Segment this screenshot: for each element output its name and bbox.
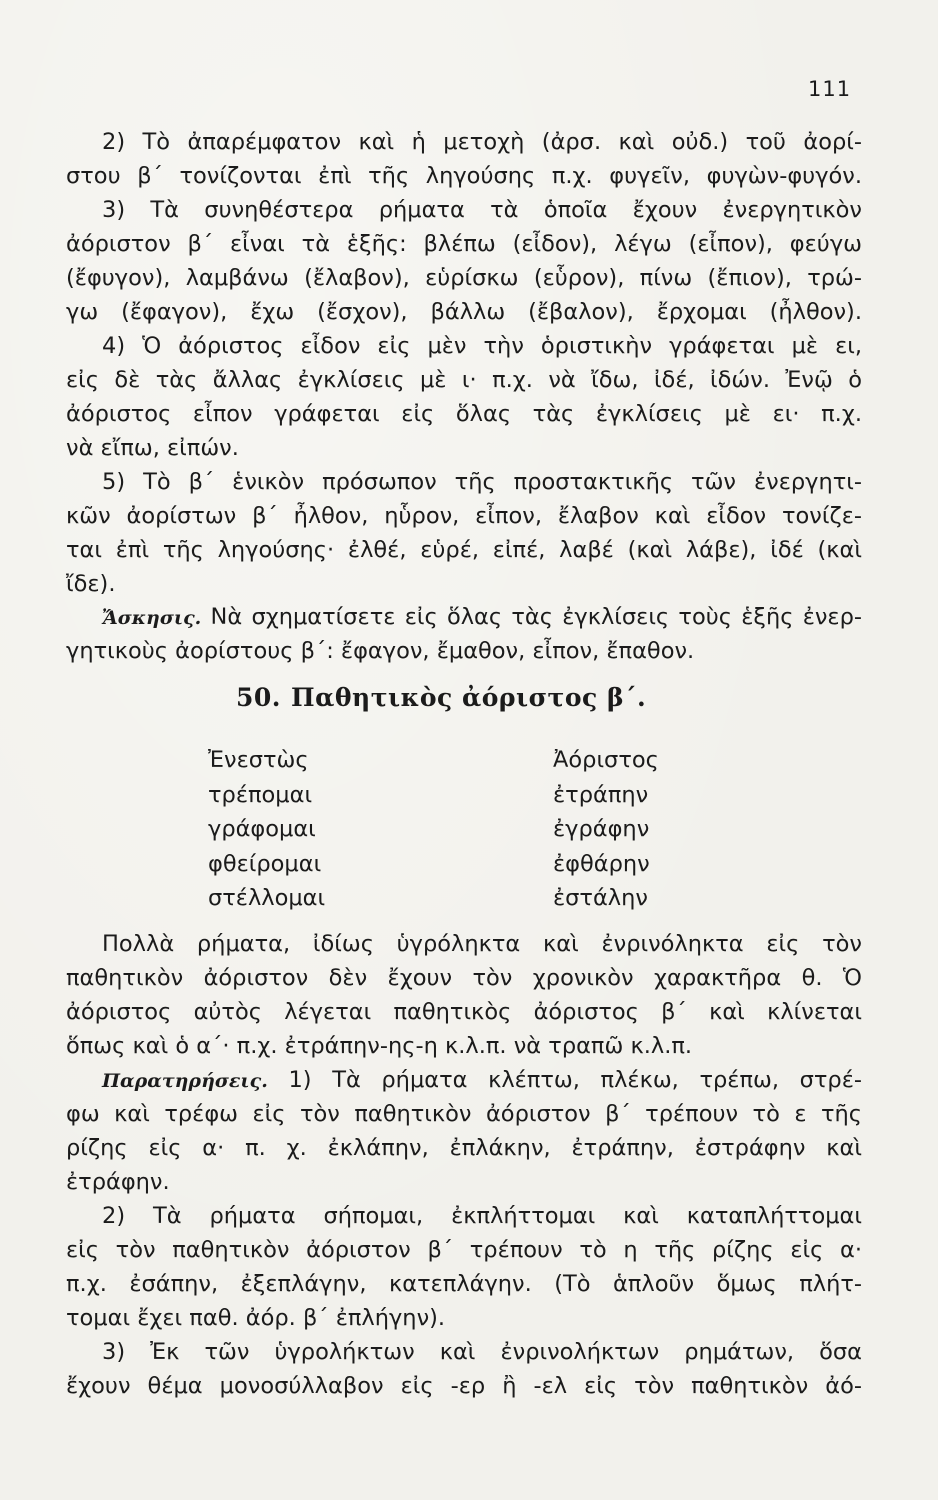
exercise-text: Νὰ σχηματίσετε εἰς ὅλας τὰς ἐγκλίσεις τοὺς ἑξῆς ἐνερ- [210,604,862,630]
text-line: ἐτράφην. [66,1169,170,1195]
text-line: στου β΄ τονίζονται ἐπὶ τῆς ληγούσης π.χ. φυγεῖν, φυγὼν-φυγόν. [66,163,862,189]
table-cell: στέλλομαι [208,885,326,912]
aorist-header: Ἀόριστος [553,747,659,773]
text-line: ἀόριστος αὐτὸς λέγεται παθητικὸς ἀόριστος β΄ καὶ κλίνεται [66,999,862,1025]
text-line: φω καὶ τρέφω εἰς τὸν παθητικὸν ἀόριστον β΄ τρέπουν τὸ ε τῆς [66,1101,862,1127]
table-cell: ἐστάλην [553,885,648,912]
text-line: νὰ εἴπω, εἰπών. [66,435,239,461]
section-number: 50. [236,683,281,712]
section-title: Παθητικὸς ἀόριστος β΄. [291,683,647,712]
text-line: ται ἐπὶ τῆς ληγούσης· ἐλθέ, εὑρέ, εἰπέ, λαβέ (καὶ λάβε), ἰδέ (καὶ [66,537,862,563]
table-cell: γράφομαι [208,816,316,843]
remarks-line-1 [66,1063,862,1097]
text-line: 4) Ὁ ἀόριστος εἶδον εἰς μὲν τὴν ὁριστικὴν γράφεται μὲ ει, [102,333,862,359]
text-line: Πολλὰ ρήματα, ἰδίως ὑγρόληκτα καὶ ἐνρινόληκτα εἰς τὸν [102,931,862,957]
text-line: τομαι ἔχει παθ. ἀόρ. β΄ ἐπλήγην). [66,1305,446,1331]
text-line: ἔχουν θέμα μονοσύλλαβον εἰς -ερ ἢ -ελ εἰς τὸν παθητικὸν ἀό- [66,1373,862,1399]
page-number: 111 [808,77,852,101]
text-line: ὅπως καὶ ὁ α΄· π.χ. ἐτράπην-ης-η κ.λ.π. νὰ τραπῶ κ.λ.π. [66,1033,693,1059]
table-cell: ἐτράπην [553,781,649,808]
text-line: ρίζης εἰς α· π. χ. ἐκλάπην, ἐπλάκην, ἐτράπην, ἐστράφην καὶ [66,1135,862,1161]
text-line: κῶν ἀορίστων β΄ ἦλθον, ηὗρον, εἶπον, ἔλαβον καὶ εἶδον τονίζε- [66,503,862,529]
remarks-label: Παρατηρήσεις. [102,1070,268,1092]
aorist-column [553,743,793,916]
text-line: 3) Τὰ συνηθέστερα ρήματα τὰ ὁποῖα ἔχουν ἐνεργητικὸν [102,197,862,223]
text-line: γω (ἔφαγον), ἔχω (ἔσχον), βάλλω (ἔβαλον), ἔρχομαι (ἦλθον). [66,299,862,325]
text-line: ἀόριστον β΄ εἶναι τὰ ἑξῆς: βλέπω (εἶδον), λέγω (εἶπον), φεύγω [66,231,862,257]
text-line: 2) Τὰ ρήματα σήπομαι, ἐκπλήττομαι καὶ καταπλήττομαι [102,1203,862,1229]
table-cell: τρέπομαι [208,781,313,808]
text-line: 2) Τὸ ἀπαρέμφατον καὶ ἡ μετοχὴ (ἀρσ. καὶ οὐδ.) τοῦ ἀορί- [102,129,862,155]
text-line: παθητικὸν ἀόριστον δὲν ἔχουν τὸν χρονικὸν χαρακτῆρα θ. Ὁ [66,965,862,991]
text-line: εἰς τὸν παθητικὸν ἀόριστον β΄ τρέπουν τὸ η τῆς ρίζης εἰς α· [66,1237,862,1263]
text-line: εἰς δὲ τὰς ἄλλας ἐγκλίσεις μὲ ι· π.χ. νὰ ἴδω, ἰδέ, ἰδών. Ἐνῷ ὁ [66,367,862,393]
present-header: Ἐνεστὼς [208,747,309,773]
exercise-label: Ἄσκησις. [102,607,202,629]
exercise-line-1 [66,600,862,634]
table-cell: ἐφθάρην [553,850,650,877]
text-line: 3) Ἐκ τῶν ὑγρολήκτων καὶ ἐνρινολήκτων ρημάτων, ὅσα [102,1339,862,1365]
remarks-text: 1) Τὰ ρήματα κλέπτω, πλέκω, τρέπω, στρέ- [288,1067,862,1093]
table-cell: ἐγράφην [553,816,650,843]
text-line: π.χ. ἐσάπην, ἐξεπλάγην, κατεπλάγην. (Τὸ ἁπλοῦν ὅμως πλήτ- [66,1271,862,1297]
text-line: ἴδε). [66,571,116,597]
text-line: ἀόριστος εἶπον γράφεται εἰς ὅλας τὰς ἐγκλίσεις μὲ ει· π.χ. [66,401,862,427]
present-column [208,743,448,916]
table-cell: φθείρομαι [208,850,322,877]
exercise-line-2: γητικοὺς ἀορίστους β΄: ἔφαγον, ἔμαθον, εἶπον, ἔπαθον. [66,638,695,664]
text-line: 5) Τὸ β΄ ἑνικὸν πρόσωπον τῆς προστακτικῆς τῶν ἐνεργητι- [102,469,862,495]
text-line: (ἔφυγον), λαμβάνω (ἔλαβον), εὑρίσκω (εὗρον), πίνω (ἔπιον), τρώ- [66,265,862,291]
section-heading [236,683,646,712]
